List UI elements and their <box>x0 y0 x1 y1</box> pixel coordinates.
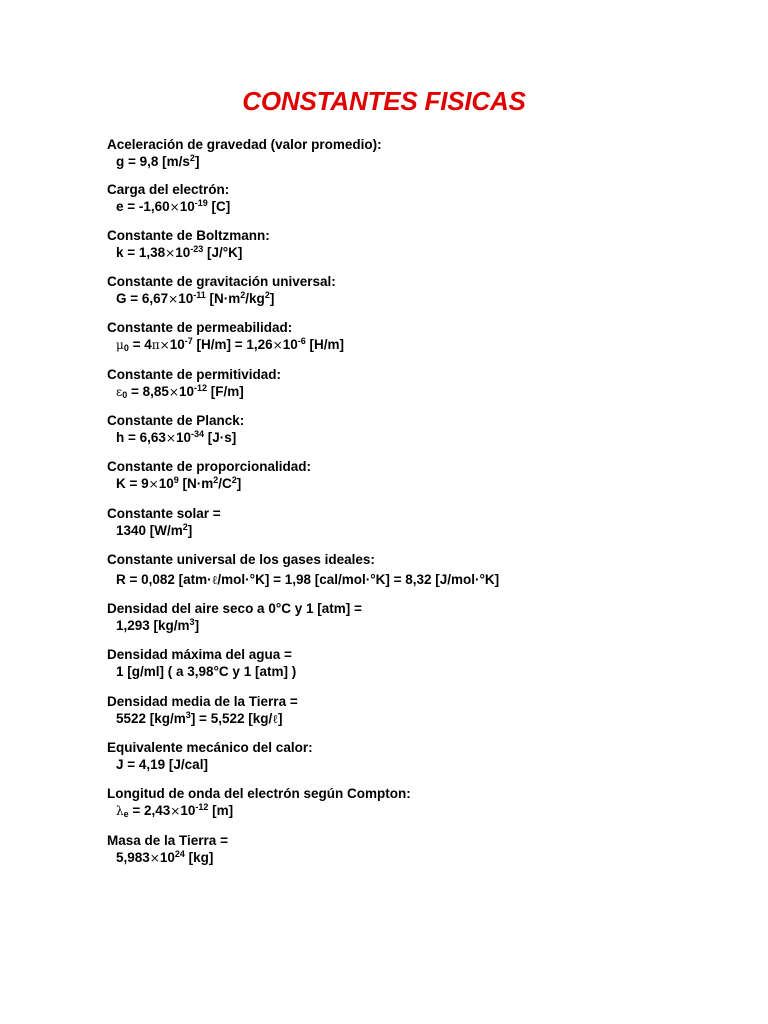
constant-entry <box>107 320 707 354</box>
constant-label: Densidad media de la Tierra = <box>107 694 298 709</box>
page-title: CONSTANTES FISICAS <box>242 86 526 116</box>
constant-entry <box>107 647 707 680</box>
constant-label: Equivalente mecánico del calor: <box>107 740 313 755</box>
constant-value: $\mu_0 = 4\pi\times 10^{-7}$ $[H/m] = 1,26\times 10^{-6}$ [H/m] <box>116 336 344 353</box>
constant-value: 5522 $[kg/m^3] = 5,522$ [kg/ℓ] <box>116 710 283 726</box>
constant-entry <box>107 228 707 262</box>
constant-label: Aceleración de gravedad (valor promedio): <box>107 137 382 152</box>
constant-entry <box>107 786 707 820</box>
constant-value: 1340 $[W/m^2]$ <box>116 522 193 538</box>
constant-label: Constante de gravitación universal: <box>107 274 336 289</box>
constant-value: J = 4,19 [J/cal] <box>116 757 208 772</box>
constant-label: Densidad máxima del agua = <box>107 647 292 662</box>
constant-label: Constante de permitividad: <box>107 367 282 382</box>
constant-value: $h = 6,63\times 10^{-34}$ [J·s] <box>116 429 237 445</box>
constant-entry <box>107 182 707 216</box>
constant-entry <box>107 833 707 867</box>
constant-label: Masa de la Tierra = <box>107 833 228 848</box>
constant-value: g = 9,8 $[m/s^2]$ <box>116 153 200 169</box>
constant-label: Constante universal de los gases ideales: <box>107 552 375 567</box>
constant-entry <box>107 274 707 308</box>
constant-label: Longitud de onda del electrón según Compton: <box>107 786 411 801</box>
constant-label: Constante de permeabilidad: <box>107 320 293 335</box>
constant-entry <box>107 694 707 728</box>
constant-value: $K = 9\times 10^9$ $[N\cdot m^2/C^2]$ <box>116 475 242 491</box>
constant-label: Constante de proporcionalidad: <box>107 459 312 474</box>
constant-value: $\lambda_e = 2,43\times 10^{-12}$ [m] <box>116 802 234 819</box>
constant-value: R = 0,082 [atm·ℓ/mol·°K] = 1,98 [cal/mol·°K] = 8,32 [J/mol·°K] <box>116 572 500 587</box>
constant-entry <box>107 367 707 401</box>
constant-label: Constante solar = <box>107 506 221 521</box>
constant-value: 1 [g/ml] ( a 3,98°C y 1 [atm] ) <box>116 664 297 679</box>
constant-label: Constante de Planck: <box>107 413 245 428</box>
constant-entry <box>107 552 707 589</box>
constant-value: $5,983\times 10^{24}$ [kg] <box>116 849 214 865</box>
constant-entry <box>107 740 707 773</box>
constant-label: Densidad del aire seco a 0°C y 1 [atm] = <box>107 601 362 616</box>
constant-entry <box>107 506 707 539</box>
constant-entry <box>107 459 707 493</box>
constant-label: Carga del electrón: <box>107 182 230 197</box>
constant-value: $e = -1,60\times 10^{-19}$ [C] <box>116 198 231 214</box>
constant-label: Constante de Boltzmann: <box>107 228 270 243</box>
constant-entry <box>107 601 707 634</box>
constant-entry <box>107 413 707 447</box>
constant-value: $k = 1,38\times 10^{-23}$ [J/°K] <box>116 244 243 260</box>
constant-entry <box>107 137 707 170</box>
constant-value: 1,293 $[kg/m^3]$ <box>116 617 200 633</box>
constant-value: $\varepsilon_0 = 8,85\times 10^{-12}$ [F/m] <box>116 383 244 400</box>
constant-value: $G = 6,67\times 10^{-11}$ $[N\cdot m^2/kg^2]$ <box>116 290 275 306</box>
